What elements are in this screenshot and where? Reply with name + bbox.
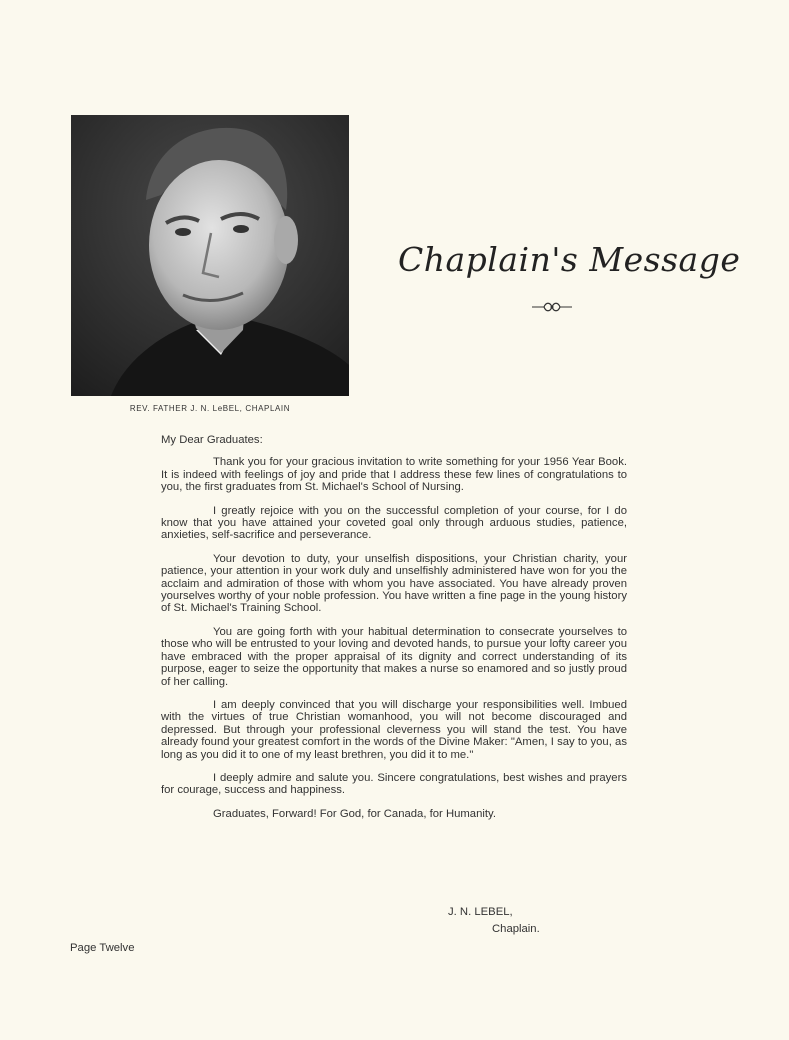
paragraph: I deeply admire and salute you. Sincere congratulations, best wishes and prayers for courage, success and happiness. bbox=[161, 771, 627, 797]
portrait-illustration bbox=[71, 115, 349, 396]
decorative-flourish-icon bbox=[530, 300, 574, 318]
paragraph: You are going forth with your habitual determination to consecrate yourselves to those who will be entrusted to your loving and devoted hands, to pursue your lofty career you have embraced with the proper appraisal of its dignity and correct understanding of its purpose, eager to seize the opportunity that makes a nurse so enamored and so justly proud of her calling. bbox=[161, 625, 627, 688]
signature-name: J. N. LEBEL, bbox=[448, 906, 513, 918]
page-title: Chaplain's Message bbox=[398, 240, 741, 279]
letter-body bbox=[161, 434, 627, 831]
page-number: Page Twelve bbox=[70, 942, 135, 954]
closing-line: Graduates, Forward! For God, for Canada, for Humanity. bbox=[213, 807, 496, 820]
paragraph: I am deeply convinced that you will discharge your responsibilities well. Imbued with the virtues of true Christian womanhood, you will not become discouraged and depressed. But through your professional cleverness you will stand the test. You have already found your greatest comfort in the words of the Divine Maker: "Amen, I say to you, as long as you did it to one of my least brethren, you did it to me." bbox=[161, 698, 627, 761]
paragraph: Your devotion to duty, your unselfish dispositions, your Christian charity, your patience, your attention in your work duly and unselfishly administered have won for you the acclaim and admiration of those with whom you have associated. You have already proven yourselves worthy of your noble profession. You have written a fine page in the young history of St. Michael's Training School. bbox=[161, 552, 627, 615]
paragraph: Thank you for your gracious invitation to write something for your 1956 Year Book. It is indeed with feelings of joy and pride that I address these few lines of congratulations to you, the first graduates from St. Michael's School of Nursing. bbox=[161, 456, 627, 494]
paragraph: I greatly rejoice with you on the successful completion of your course, for I do know that you have attained your coveted goal only through arduous studies, patience, anxieties, self-sacrifice and perseverance. bbox=[161, 504, 627, 542]
signature-block bbox=[448, 904, 540, 938]
signature-role: Chaplain. bbox=[492, 923, 540, 935]
chaplain-portrait-photo bbox=[71, 115, 349, 396]
salutation: My Dear Graduates: bbox=[161, 434, 263, 446]
photo-caption: REV. FATHER J. N. LeBEL, CHAPLAIN bbox=[129, 404, 291, 413]
